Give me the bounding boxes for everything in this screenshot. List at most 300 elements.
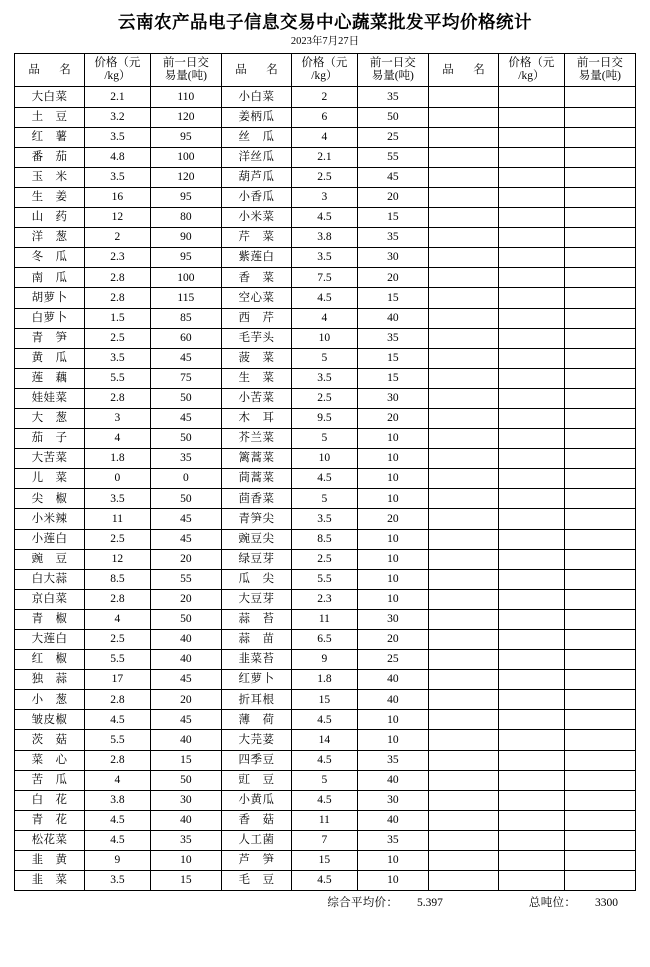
cell-name-1: 冬 瓜 [15,248,85,268]
table-row [15,489,636,509]
table-row [15,670,636,690]
cell-volume-1: 35 [150,830,221,850]
cell-volume-2: 35 [357,87,428,107]
cell-volume-2: 10 [357,489,428,509]
cell-name-1: 大白菜 [15,87,85,107]
cell-name-1: 红 薯 [15,127,85,147]
cell-volume-2: 35 [357,750,428,770]
cell-price-2: 4.5 [292,750,358,770]
cell-volume-3 [564,690,635,710]
cell-name-2: 瓜 尖 [221,569,291,589]
cell-name-2: 蒜 苗 [221,630,291,650]
cell-price-2: 3.5 [292,368,358,388]
cell-price-1: 16 [85,187,151,207]
cell-price-2: 5.5 [292,569,358,589]
cell-name-2: 木 耳 [221,408,291,428]
cell-name-3 [428,710,498,730]
cell-volume-3 [564,509,635,529]
table-row [15,851,636,871]
cell-name-2: 生 菜 [221,368,291,388]
cell-volume-1: 40 [150,650,221,670]
table-row [15,830,636,850]
table-row [15,288,636,308]
cell-price-3 [499,429,565,449]
cell-name-2: 葫芦瓜 [221,167,291,187]
table-row [15,348,636,368]
cell-name-3 [428,368,498,388]
header-price-line1: 价格（元 [94,57,141,70]
cell-name-3 [428,469,498,489]
cell-name-3 [428,509,498,529]
table-row [15,810,636,830]
cell-name-1: 洋 葱 [15,228,85,248]
cell-price-2: 14 [292,730,358,750]
table-row [15,228,636,248]
cell-price-3 [499,87,565,107]
cell-name-1: 尖 椒 [15,489,85,509]
cell-name-1: 菜 心 [15,750,85,770]
cell-price-3 [499,710,565,730]
cell-volume-2: 20 [357,408,428,428]
table-row [15,248,636,268]
cell-price-2: 15 [292,690,358,710]
cell-volume-2: 20 [357,268,428,288]
cell-price-3 [499,650,565,670]
cell-price-1: 5.5 [85,650,151,670]
cell-price-3 [499,187,565,207]
cell-price-3 [499,830,565,850]
cell-volume-3 [564,871,635,891]
table-row [15,368,636,388]
table-body [15,87,636,891]
cell-name-2: 小苦菜 [221,388,291,408]
table-row [15,388,636,408]
cell-volume-3 [564,830,635,850]
cell-volume-1: 95 [150,127,221,147]
cell-name-2: 芹 菜 [221,228,291,248]
cell-volume-3 [564,770,635,790]
cell-volume-3 [564,208,635,228]
cell-price-3 [499,368,565,388]
cell-name-3 [428,650,498,670]
cell-name-1: 红 椒 [15,650,85,670]
cell-name-2: 人工菌 [221,830,291,850]
cell-volume-3 [564,187,635,207]
cell-name-2: 豇 豆 [221,770,291,790]
cell-name-2: 菠 菜 [221,348,291,368]
cell-name-3 [428,248,498,268]
cell-price-1: 2.8 [85,288,151,308]
cell-name-2: 西 芹 [221,308,291,328]
cell-price-3 [499,509,565,529]
cell-name-3 [428,449,498,469]
cell-volume-2: 20 [357,187,428,207]
cell-price-3 [499,609,565,629]
cell-volume-2: 35 [357,228,428,248]
cell-price-1: 3.5 [85,489,151,509]
cell-name-3 [428,268,498,288]
cell-volume-2: 35 [357,328,428,348]
cell-name-1: 豌 豆 [15,549,85,569]
cell-volume-1: 115 [150,288,221,308]
table-row [15,127,636,147]
cell-volume-2: 10 [357,569,428,589]
table-row [15,549,636,569]
cell-name-2: 姜柄瓜 [221,107,291,127]
table-row [15,107,636,127]
table-row [15,790,636,810]
header-price-line1: 价格（元 [301,57,348,70]
cell-price-2: 2 [292,87,358,107]
cell-price-1: 2 [85,228,151,248]
cell-name-1: 山 药 [15,208,85,228]
cell-volume-1: 0 [150,469,221,489]
cell-volume-2: 40 [357,810,428,830]
cell-name-2: 豌豆尖 [221,529,291,549]
cell-price-3 [499,328,565,348]
cell-price-3 [499,730,565,750]
cell-price-1: 9 [85,851,151,871]
cell-price-3 [499,469,565,489]
cell-volume-3 [564,549,635,569]
table-row [15,710,636,730]
cell-name-2: 小黄瓜 [221,790,291,810]
cell-price-1: 1.8 [85,449,151,469]
cell-volume-3 [564,810,635,830]
cell-volume-3 [564,107,635,127]
cell-name-1: 白大蒜 [15,569,85,589]
header-price-line2: /kg） [518,70,545,83]
cell-price-3 [499,549,565,569]
cell-name-1: 生 姜 [15,187,85,207]
cell-volume-2: 10 [357,529,428,549]
cell-price-2: 9.5 [292,408,358,428]
cell-price-3 [499,288,565,308]
cell-price-2: 4.5 [292,469,358,489]
cell-volume-1: 40 [150,810,221,830]
cell-name-2: 蒜 苔 [221,609,291,629]
cell-price-2: 3 [292,187,358,207]
cell-name-1: 黄 瓜 [15,348,85,368]
cell-price-2: 3.5 [292,248,358,268]
cell-volume-1: 75 [150,368,221,388]
table-row [15,750,636,770]
cell-name-2: 空心菜 [221,288,291,308]
cell-volume-2: 35 [357,830,428,850]
table-row [15,529,636,549]
table-row [15,87,636,107]
cell-price-1: 8.5 [85,569,151,589]
cell-volume-1: 50 [150,429,221,449]
cell-price-1: 5.5 [85,368,151,388]
cell-price-2: 5 [292,348,358,368]
cell-price-3 [499,871,565,891]
cell-price-3 [499,107,565,127]
total-tonnage-summary [529,894,618,910]
summary-footer [14,894,636,910]
header-price-1 [85,54,151,87]
cell-price-3 [499,670,565,690]
cell-volume-1: 30 [150,790,221,810]
cell-name-3 [428,750,498,770]
cell-price-3 [499,268,565,288]
cell-volume-3 [564,609,635,629]
cell-volume-1: 60 [150,328,221,348]
cell-volume-2: 15 [357,348,428,368]
cell-volume-3 [564,529,635,549]
cell-name-3 [428,529,498,549]
cell-name-3 [428,127,498,147]
cell-volume-3 [564,127,635,147]
cell-name-3 [428,589,498,609]
table-row [15,589,636,609]
header-price-2 [292,54,358,87]
cell-name-2: 香 菜 [221,268,291,288]
cell-name-2: 香 菇 [221,810,291,830]
cell-volume-1: 20 [150,589,221,609]
cell-volume-2: 30 [357,790,428,810]
cell-volume-2: 30 [357,609,428,629]
cell-volume-1: 120 [150,107,221,127]
cell-price-1: 2.5 [85,630,151,650]
cell-name-1: 胡萝卜 [15,288,85,308]
cell-price-1: 2.1 [85,87,151,107]
cell-name-3 [428,851,498,871]
cell-name-1: 南 瓜 [15,268,85,288]
cell-volume-3 [564,147,635,167]
cell-price-1: 2.8 [85,388,151,408]
cell-volume-3 [564,87,635,107]
cell-price-1: 1.5 [85,308,151,328]
table-row [15,469,636,489]
cell-name-2: 茼蒿菜 [221,469,291,489]
cell-name-1: 莲 藕 [15,368,85,388]
cell-name-2: 青笋尖 [221,509,291,529]
cell-name-1: 皱皮椒 [15,710,85,730]
cell-price-3 [499,489,565,509]
cell-name-3 [428,670,498,690]
table-header-row [15,54,636,87]
cell-volume-1: 20 [150,690,221,710]
table-row [15,690,636,710]
cell-name-3 [428,87,498,107]
cell-volume-3 [564,429,635,449]
cell-volume-2: 10 [357,549,428,569]
cell-price-1: 3 [85,408,151,428]
header-name-2: 品 名 [221,54,291,87]
cell-volume-2: 40 [357,308,428,328]
cell-price-2: 4 [292,308,358,328]
cell-name-1: 大莲白 [15,630,85,650]
cell-volume-1: 45 [150,670,221,690]
cell-volume-2: 25 [357,127,428,147]
cell-volume-3 [564,167,635,187]
cell-volume-3 [564,469,635,489]
cell-price-2: 4.5 [292,208,358,228]
cell-name-2: 芥兰菜 [221,429,291,449]
cell-name-3 [428,147,498,167]
cell-price-3 [499,208,565,228]
cell-name-1: 玉 米 [15,167,85,187]
cell-volume-1: 45 [150,348,221,368]
cell-price-1: 5.5 [85,730,151,750]
table-row [15,609,636,629]
cell-volume-1: 110 [150,87,221,107]
cell-volume-1: 50 [150,388,221,408]
cell-price-1: 12 [85,208,151,228]
cell-price-2: 4.5 [292,288,358,308]
cell-price-2: 5 [292,770,358,790]
cell-name-3 [428,308,498,328]
cell-price-2: 5 [292,489,358,509]
header-price-3 [499,54,565,87]
cell-volume-3 [564,730,635,750]
cell-price-3 [499,167,565,187]
cell-price-2: 5 [292,429,358,449]
cell-volume-3 [564,408,635,428]
cell-price-3 [499,449,565,469]
cell-name-3 [428,187,498,207]
cell-volume-2: 15 [357,368,428,388]
cell-volume-3 [564,569,635,589]
cell-price-1: 4.5 [85,830,151,850]
cell-name-1: 番 茄 [15,147,85,167]
cell-name-2: 韭菜苔 [221,650,291,670]
cell-volume-1: 20 [150,549,221,569]
cell-name-2: 丝 瓜 [221,127,291,147]
cell-name-3 [428,830,498,850]
cell-volume-1: 100 [150,268,221,288]
cell-volume-1: 15 [150,871,221,891]
cell-volume-2: 10 [357,710,428,730]
cell-volume-2: 10 [357,469,428,489]
header-volume-line2: 易量(吨) [578,70,621,83]
cell-name-3 [428,609,498,629]
cell-price-2: 4.5 [292,871,358,891]
table-row [15,871,636,891]
cell-volume-2: 40 [357,690,428,710]
header-price-line2: /kg） [311,70,338,83]
cell-name-3 [428,489,498,509]
cell-volume-1: 45 [150,529,221,549]
cell-name-3 [428,630,498,650]
cell-name-1: 小米辣 [15,509,85,529]
cell-name-2: 大芫荽 [221,730,291,750]
cell-name-2: 毛 豆 [221,871,291,891]
cell-name-2: 毛芋头 [221,328,291,348]
cell-price-2: 15 [292,851,358,871]
cell-name-2: 大豆芽 [221,589,291,609]
cell-volume-1: 50 [150,609,221,629]
cell-name-1: 白 花 [15,790,85,810]
cell-volume-1: 95 [150,187,221,207]
report-date: 2023年7月27日 [290,35,360,47]
cell-name-1: 大 葱 [15,408,85,428]
cell-price-3 [499,348,565,368]
cell-name-2: 茴香菜 [221,489,291,509]
cell-price-1: 4 [85,609,151,629]
cell-name-1: 青 笋 [15,328,85,348]
average-price-value: 5.397 [417,897,443,910]
cell-price-3 [499,810,565,830]
cell-price-3 [499,750,565,770]
header-price-line1: 价格（元 [508,57,555,70]
cell-name-3 [428,348,498,368]
cell-volume-3 [564,368,635,388]
cell-name-3 [428,408,498,428]
cell-volume-1: 90 [150,228,221,248]
header-volume-2 [357,54,428,87]
cell-volume-3 [564,328,635,348]
cell-price-2: 2.5 [292,167,358,187]
cell-price-3 [499,388,565,408]
cell-price-2: 2.3 [292,589,358,609]
cell-price-1: 4.5 [85,810,151,830]
header-name-3: 品 名 [428,54,498,87]
table-row [15,308,636,328]
cell-name-2: 小香瓜 [221,187,291,207]
header-volume-3 [564,54,635,87]
cell-name-1: 儿 菜 [15,469,85,489]
cell-price-1: 4.5 [85,710,151,730]
cell-volume-3 [564,248,635,268]
cell-volume-2: 40 [357,670,428,690]
cell-price-3 [499,790,565,810]
cell-price-1: 2.5 [85,529,151,549]
cell-price-2: 2.5 [292,549,358,569]
cell-name-3 [428,549,498,569]
cell-name-3 [428,167,498,187]
cell-name-1: 小莲白 [15,529,85,549]
cell-price-3 [499,147,565,167]
header-volume-line2: 易量(吨) [371,70,414,83]
cell-name-3 [428,429,498,449]
cell-volume-1: 50 [150,770,221,790]
cell-price-2: 10 [292,328,358,348]
cell-volume-1: 40 [150,730,221,750]
cell-name-2: 四季豆 [221,750,291,770]
header-volume-1 [150,54,221,87]
cell-volume-2: 45 [357,167,428,187]
cell-volume-3 [564,630,635,650]
cell-name-2: 篱蒿菜 [221,449,291,469]
cell-volume-3 [564,750,635,770]
cell-volume-3 [564,670,635,690]
cell-name-3 [428,871,498,891]
cell-volume-3 [564,268,635,288]
cell-price-2: 6.5 [292,630,358,650]
cell-name-2: 小米菜 [221,208,291,228]
cell-price-3 [499,851,565,871]
cell-volume-1: 55 [150,569,221,589]
cell-name-2: 小白菜 [221,87,291,107]
cell-price-1: 3.5 [85,127,151,147]
cell-volume-3 [564,650,635,670]
cell-price-1: 3.5 [85,167,151,187]
cell-name-3 [428,208,498,228]
table-row [15,328,636,348]
cell-volume-1: 50 [150,489,221,509]
cell-volume-1: 15 [150,750,221,770]
cell-price-1: 4 [85,770,151,790]
cell-price-2: 3.5 [292,509,358,529]
cell-volume-1: 45 [150,509,221,529]
cell-name-1: 茨 菇 [15,730,85,750]
cell-price-2: 2.1 [292,147,358,167]
cell-price-1: 17 [85,670,151,690]
cell-volume-1: 85 [150,308,221,328]
cell-volume-1: 80 [150,208,221,228]
